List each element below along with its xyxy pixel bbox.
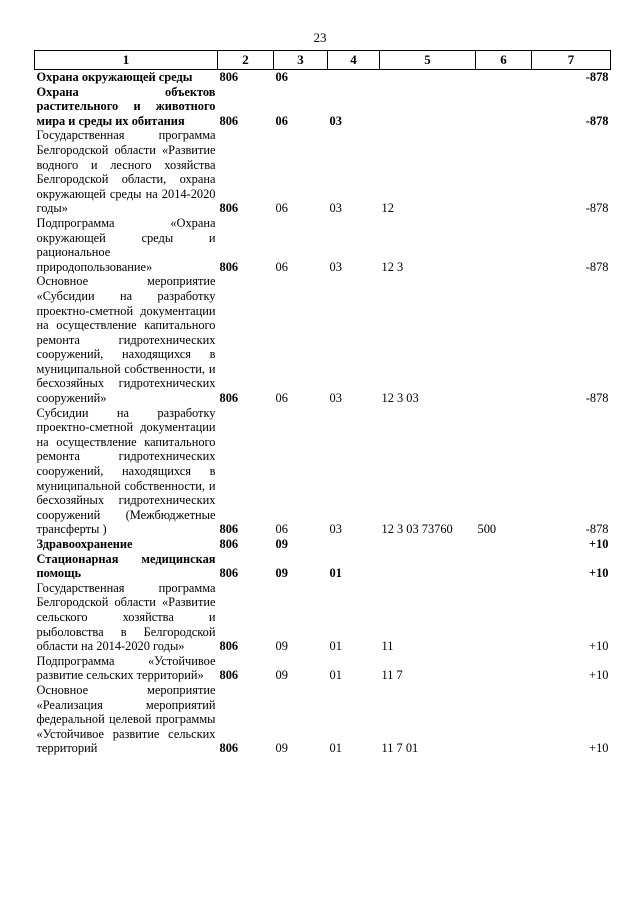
row-name: Здравоохранение xyxy=(36,537,133,551)
column-header-6: 6 xyxy=(476,51,532,70)
row-col-7: +10 xyxy=(589,741,609,756)
row-col-2: 806 xyxy=(219,70,239,84)
table-row xyxy=(35,406,611,537)
row-col-2: 806 xyxy=(219,566,239,581)
row-col-3: 06 xyxy=(275,70,288,84)
row-col-4: 01 xyxy=(329,741,342,756)
table-row xyxy=(35,581,611,654)
row-col-5 xyxy=(380,537,476,552)
row-col-7: -878 xyxy=(585,259,609,274)
row-col-4 xyxy=(328,537,380,552)
row-col-7: +10 xyxy=(589,537,609,551)
row-col-6 xyxy=(476,683,532,756)
table-row xyxy=(35,683,611,756)
row-col-7: +10 xyxy=(589,566,609,581)
row-col-3: 06 xyxy=(275,201,288,216)
row-col-2: 806 xyxy=(219,391,239,406)
column-header-3: 3 xyxy=(274,51,328,70)
row-col-3: 09 xyxy=(275,741,288,756)
row-name: Государственная программа Белгородской области «Развитие водного и лесного хозяйства Белгородской области, охрана окружающей среды на 2014-2020 годы» xyxy=(36,128,216,216)
row-col-5: 12 3 03 xyxy=(381,391,419,406)
row-col-4: 03 xyxy=(329,522,342,537)
row-col-4: 01 xyxy=(329,566,342,581)
table-row xyxy=(35,128,611,216)
row-col-6: 500 xyxy=(477,522,497,537)
column-header-5: 5 xyxy=(380,51,476,70)
row-col-6 xyxy=(476,85,532,129)
row-name: Подпрограмма «Охрана окружающей среды и рациональное природопользование» xyxy=(36,215,216,274)
table-row xyxy=(35,216,611,274)
row-col-4: 01 xyxy=(329,639,342,654)
row-col-7: -878 xyxy=(585,201,609,216)
row-name: Основное мероприятие «Субсидии на разработку проектно-сметной документации на осуществление капитального ремонта гидротехнических сооружений, находящихся в муниципальной собственности, и бесхозяйных гидротехнических сооружений» xyxy=(36,274,216,406)
row-col-5 xyxy=(380,552,476,581)
row-col-5 xyxy=(380,85,476,129)
row-col-6 xyxy=(476,552,532,581)
row-col-3: 09 xyxy=(275,566,288,581)
row-col-4: 03 xyxy=(329,391,342,406)
row-col-4: 03 xyxy=(329,259,342,274)
table-row xyxy=(35,274,611,405)
column-header-7: 7 xyxy=(532,51,611,70)
row-col-2: 806 xyxy=(219,668,239,683)
row-col-5: 12 xyxy=(381,201,394,216)
row-name: Основное мероприятие «Реализация мероприятий федеральной целевой программы «Устойчивое развитие сельских территорий xyxy=(36,682,216,756)
row-col-7: -878 xyxy=(585,522,609,537)
row-col-3: 06 xyxy=(275,391,288,406)
row-col-2: 806 xyxy=(219,537,239,551)
table-row xyxy=(35,552,611,581)
column-header-4: 4 xyxy=(328,51,380,70)
row-col-3: 06 xyxy=(275,522,288,537)
page-number: 23 xyxy=(313,30,327,45)
budget-table xyxy=(34,50,611,756)
row-col-2: 806 xyxy=(219,201,239,216)
row-col-4: 03 xyxy=(329,201,342,216)
row-col-7: -878 xyxy=(585,113,609,128)
row-col-2: 806 xyxy=(219,741,239,756)
row-col-7: +10 xyxy=(589,639,609,654)
row-name: Охрана окружающей среды xyxy=(36,70,193,84)
row-col-6 xyxy=(476,537,532,552)
table-row xyxy=(35,537,611,552)
row-col-6 xyxy=(476,70,532,85)
table-row xyxy=(35,654,611,683)
row-col-5: 12 3 xyxy=(381,259,404,274)
row-col-2: 806 xyxy=(219,639,239,654)
row-col-4: 01 xyxy=(329,668,342,683)
row-col-2: 806 xyxy=(219,522,239,537)
row-col-2: 806 xyxy=(219,259,239,274)
row-col-6 xyxy=(476,274,532,405)
table-row xyxy=(35,70,611,85)
row-name: Охрана объектов растительного и животного мира и среды их обитания xyxy=(36,84,216,128)
row-col-5 xyxy=(380,70,476,85)
row-name: Субсидии на разработку проектно-сметной документации на осуществление капитального ремонта гидротехнических сооружений, находящихся в муниципальной собственности, и бесхозяйных гидротехнических сооружений (Межбюджетные трансферты ) xyxy=(36,405,216,537)
row-col-3: 06 xyxy=(275,259,288,274)
row-col-2: 806 xyxy=(219,113,239,128)
row-name: Подпрограмма «Устойчивое развитие сельских территорий» xyxy=(36,653,216,683)
row-col-6 xyxy=(476,581,532,654)
row-col-3: 09 xyxy=(275,639,288,654)
row-col-5: 12 3 03 73760 xyxy=(381,522,453,537)
column-header-1: 1 xyxy=(35,51,218,70)
column-header-2: 2 xyxy=(218,51,274,70)
row-col-7: +10 xyxy=(589,668,609,683)
table-row xyxy=(35,85,611,129)
row-col-6 xyxy=(476,128,532,216)
row-col-3: 09 xyxy=(275,668,288,683)
row-col-3: 09 xyxy=(275,537,288,551)
row-col-5: 11 7 01 xyxy=(381,741,419,756)
row-name: Стационарная медицинская помощь xyxy=(36,551,216,581)
row-col-4 xyxy=(328,70,380,85)
row-col-6 xyxy=(476,654,532,683)
row-col-7: -878 xyxy=(585,70,609,84)
row-col-7: -878 xyxy=(585,391,609,406)
row-col-4: 03 xyxy=(329,113,342,128)
row-col-6 xyxy=(476,216,532,274)
row-col-5: 11 7 xyxy=(381,668,403,683)
table-header-row xyxy=(35,51,611,70)
row-col-3: 06 xyxy=(275,113,288,128)
row-name: Государственная программа Белгородской области «Развитие сельского хозяйства и рыболовства в Белгородской области на 2014-2020 годы» xyxy=(36,580,216,654)
row-col-5: 11 xyxy=(381,639,394,654)
